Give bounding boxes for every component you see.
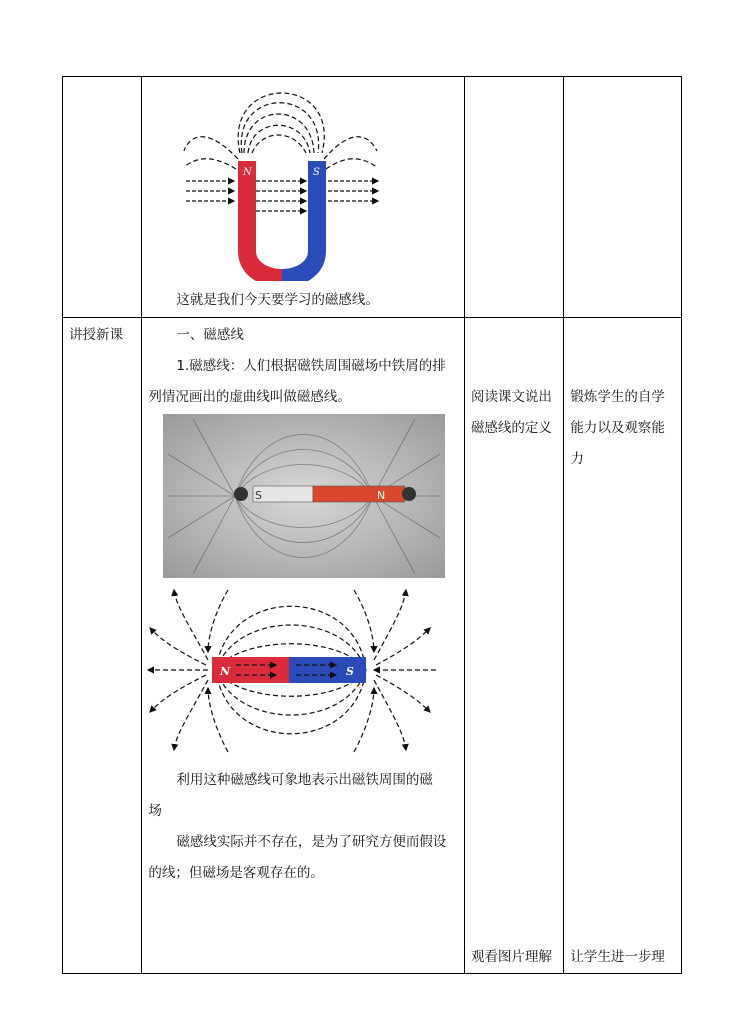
photo-s-label: S	[255, 489, 263, 502]
intent-1: 锻炼学生的自学	[570, 389, 665, 405]
intent-2: 让学生进一步理	[570, 949, 665, 965]
iron-filings-photo	[163, 414, 445, 578]
intent-cell	[564, 318, 682, 974]
content-cell	[142, 77, 465, 318]
note-text-cont: 的线；但磁场是客观存在的。	[148, 865, 324, 881]
intent-cell	[564, 77, 682, 318]
photo-n-label: N	[377, 489, 386, 502]
bar-magnet-field-diagram	[146, 580, 436, 760]
lesson-plan-table	[62, 76, 682, 974]
table-row	[63, 77, 682, 318]
intent-1-cont2: 力	[570, 451, 584, 467]
activity-1: 阅读课文说出	[470, 389, 552, 405]
stage-label: 讲授新课	[69, 327, 123, 343]
stage-cell	[63, 318, 142, 974]
content-cell	[142, 318, 465, 974]
section-heading: 一、磁感线	[176, 327, 244, 343]
bar-s-label: S	[346, 665, 355, 678]
activity-cell	[464, 77, 563, 318]
usage-text: 利用这种磁感线可象地表示出磁铁周围的磁	[176, 772, 433, 788]
usage-text-cont: 场	[148, 803, 162, 819]
definition-text-cont: 列情况画出的虚曲线叫做磁感线。	[148, 389, 351, 405]
activity-cell	[464, 318, 563, 974]
magnet-s-label: S	[313, 167, 321, 178]
intent-1-cont: 能力以及观察能	[570, 420, 665, 436]
figure-caption: 这就是我们今天要学习的磁感线。	[176, 292, 379, 308]
magnet-n-label: N	[243, 167, 253, 178]
bar-n-label: N	[220, 665, 231, 678]
table-row	[63, 318, 682, 974]
activity-2: 观看图片理解	[470, 949, 552, 965]
u-magnet-figure	[182, 81, 382, 281]
note-text: 磁感线实际并不存在，是为了研究方便而假设	[176, 834, 447, 850]
activity-1-cont: 磁感线的定义	[470, 420, 552, 436]
stage-cell	[63, 77, 142, 318]
definition-text: 1.磁感线：人们根据磁铁周围磁场中铁屑的排	[176, 358, 446, 374]
